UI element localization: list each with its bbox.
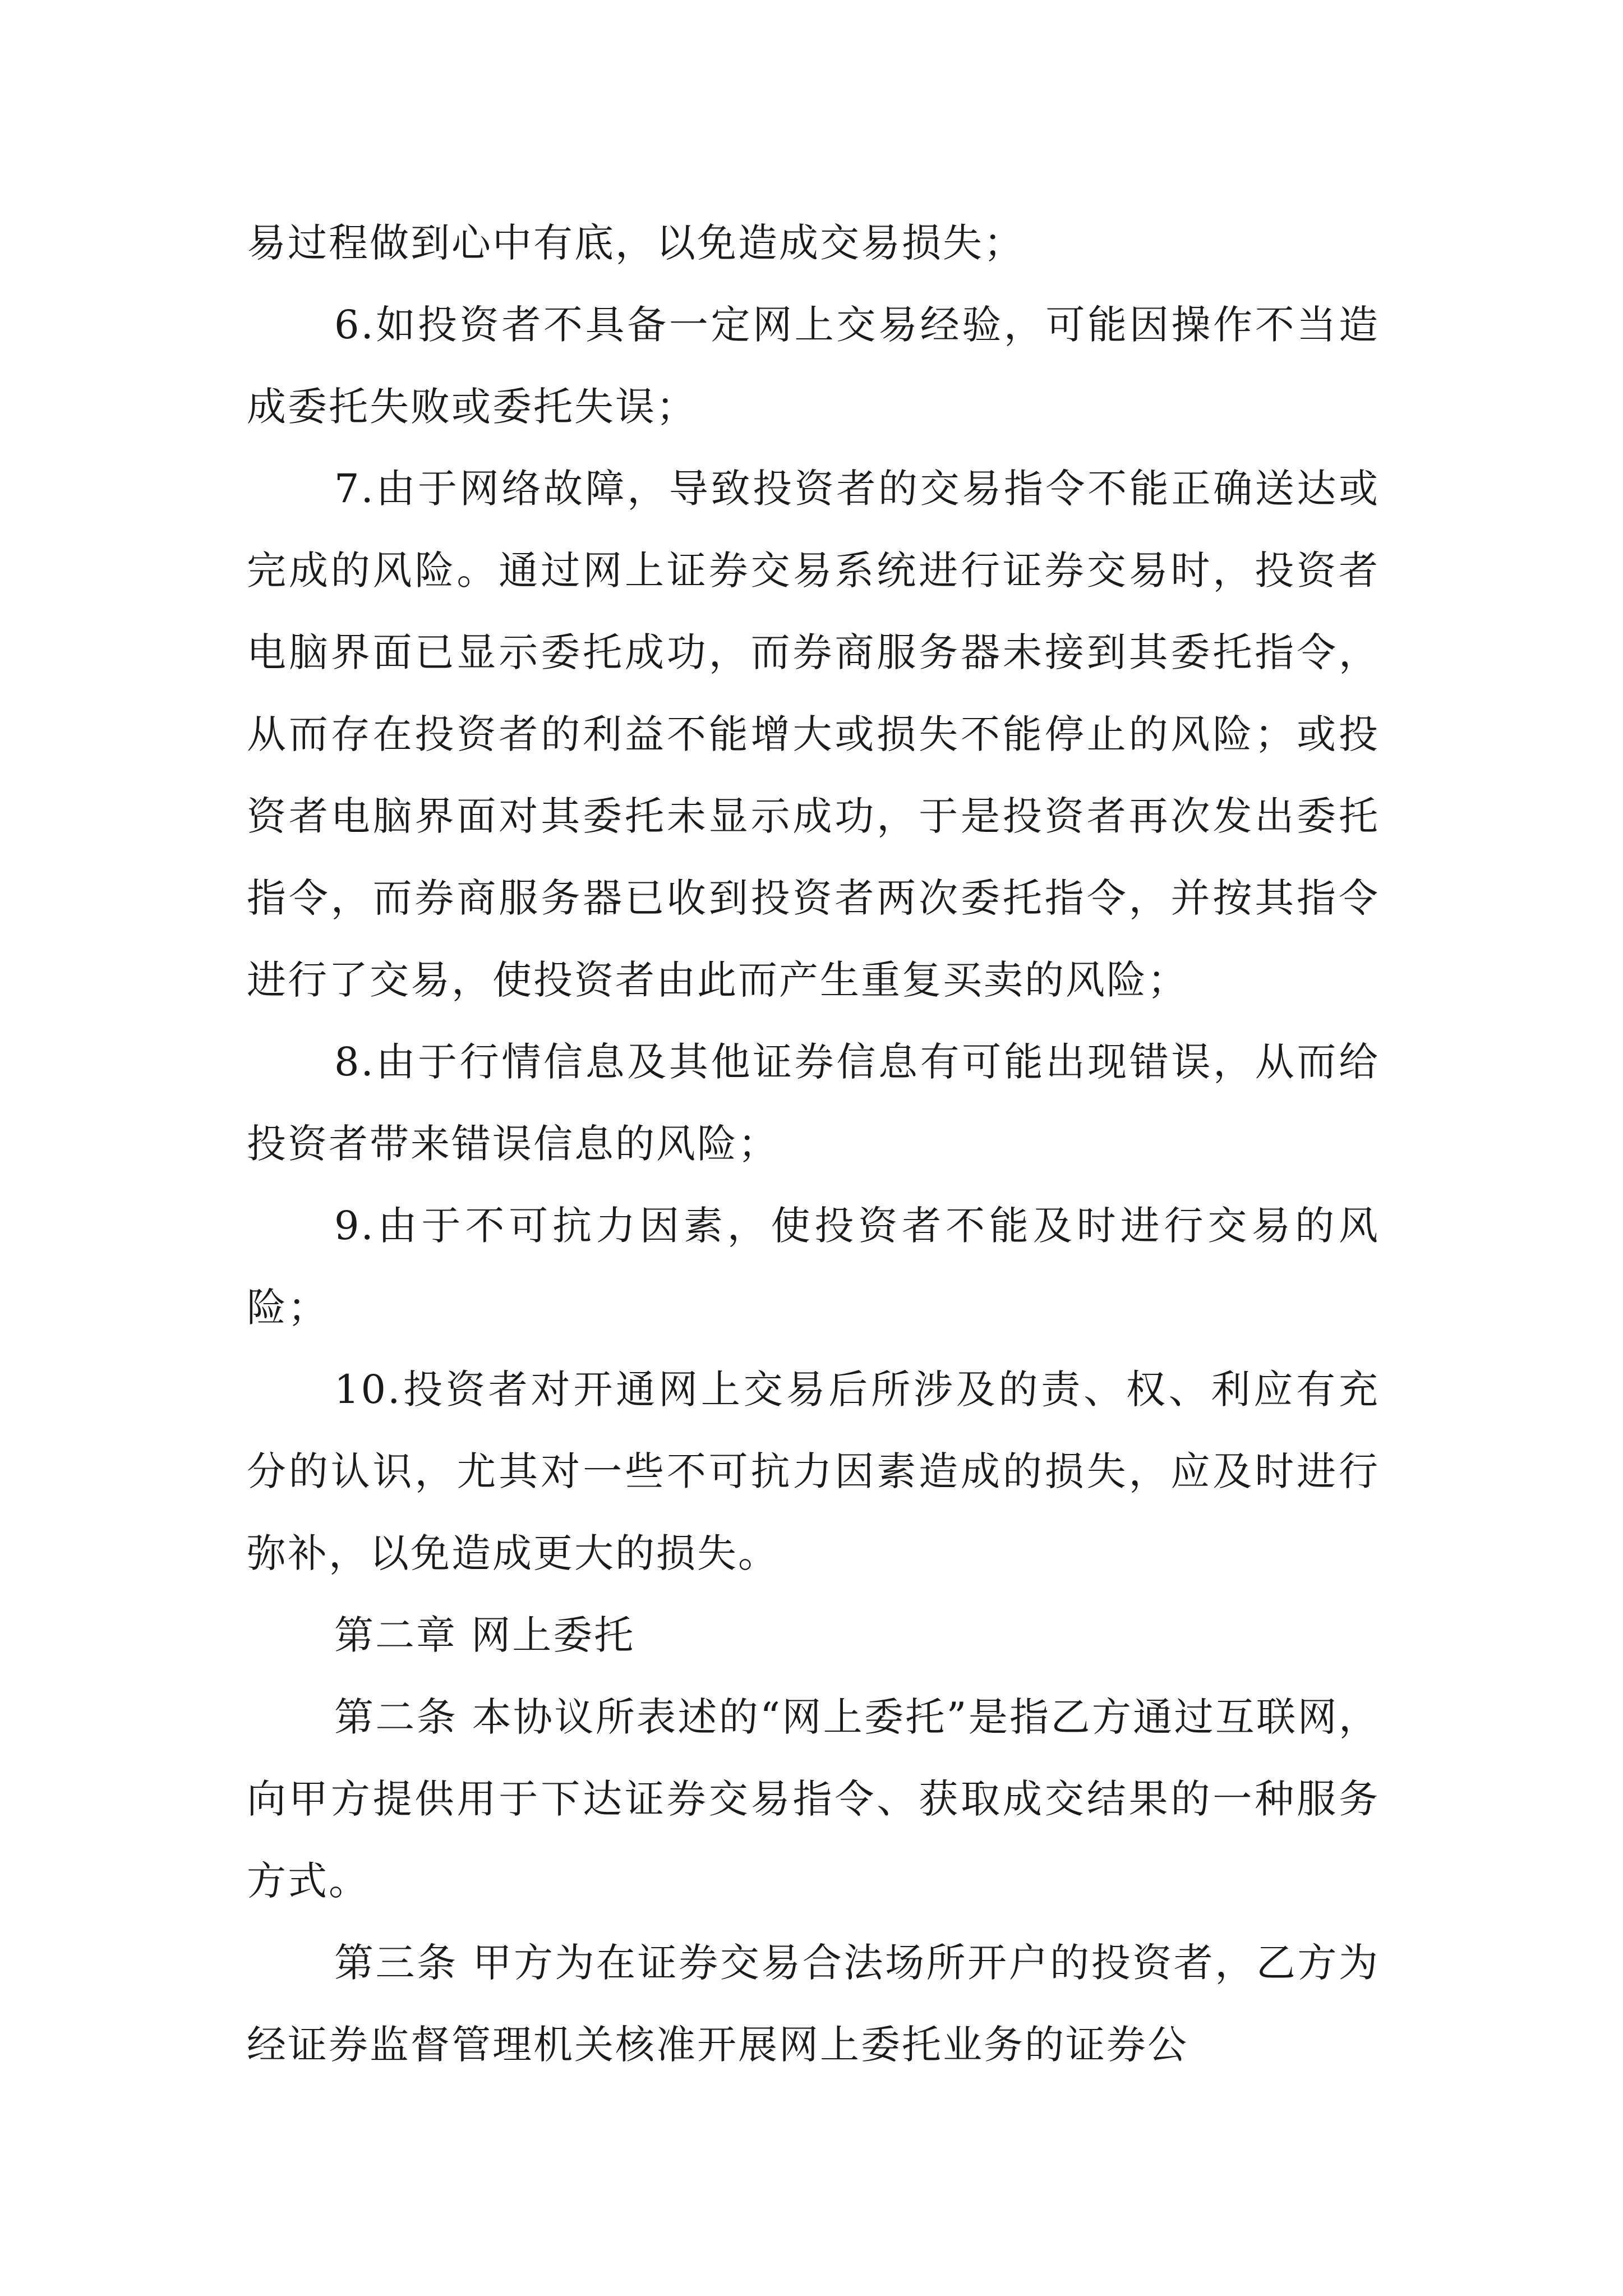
paragraph-item-6: 6.如投资者不具备一定网上交易经验，可能因操作不当造成委托失败或委托失误； [247, 302, 1380, 430]
paragraph-item-10: 10.投资者对开通网上交易后所涉及的责、权、利应有充分的认识，尤其对一些不可抗力因素造成的损失，应及时进行弥补，以免造成更大的损失。 [247, 1366, 1380, 1576]
paragraph-item-7: 7.由于网络故障，导致投资者的交易指令不能正确送达或完成的风险。通过网上证券交易系统进行证券交易时，投资者电脑界面已显示委托成功，而券商服务器未接到其委托指令，从而存在投资者的利益不能增大或损失不能停止的风险；或投资者电脑界面对其委托未显示成功，于是投资者再次发出委托指令，而券商服务器已收到投资者两次委托指令，并按其指令进行了交易，使投资者由此而产生重复买卖的风险； [247, 466, 1380, 1003]
article-3: 第三条 甲方为在证券交易合法场所开户的投资者，乙方为经证券监督管理机关核准开展网上委托业务的证券公 [247, 1940, 1380, 2068]
paragraph-item-8: 8.由于行情信息及其他证券信息有可能出现错误，从而给投资者带来错误信息的风险； [247, 1039, 1380, 1167]
article-2: 第二条 本协议所表述的“网上委托”是指乙方通过互联网，向甲方提供用于下达证券交易指令、获取成交结果的一种服务方式。 [247, 1694, 1380, 1904]
paragraph-item-9: 9.由于不可抗力因素，使投资者不能及时进行交易的风险； [247, 1203, 1380, 1331]
paragraph-continuation: 易过程做到心中有底，以免造成交易损失； [247, 220, 1025, 266]
chapter-heading: 第二章 网上委托 [334, 1612, 635, 1658]
document-body [247, 202, 1380, 2086]
